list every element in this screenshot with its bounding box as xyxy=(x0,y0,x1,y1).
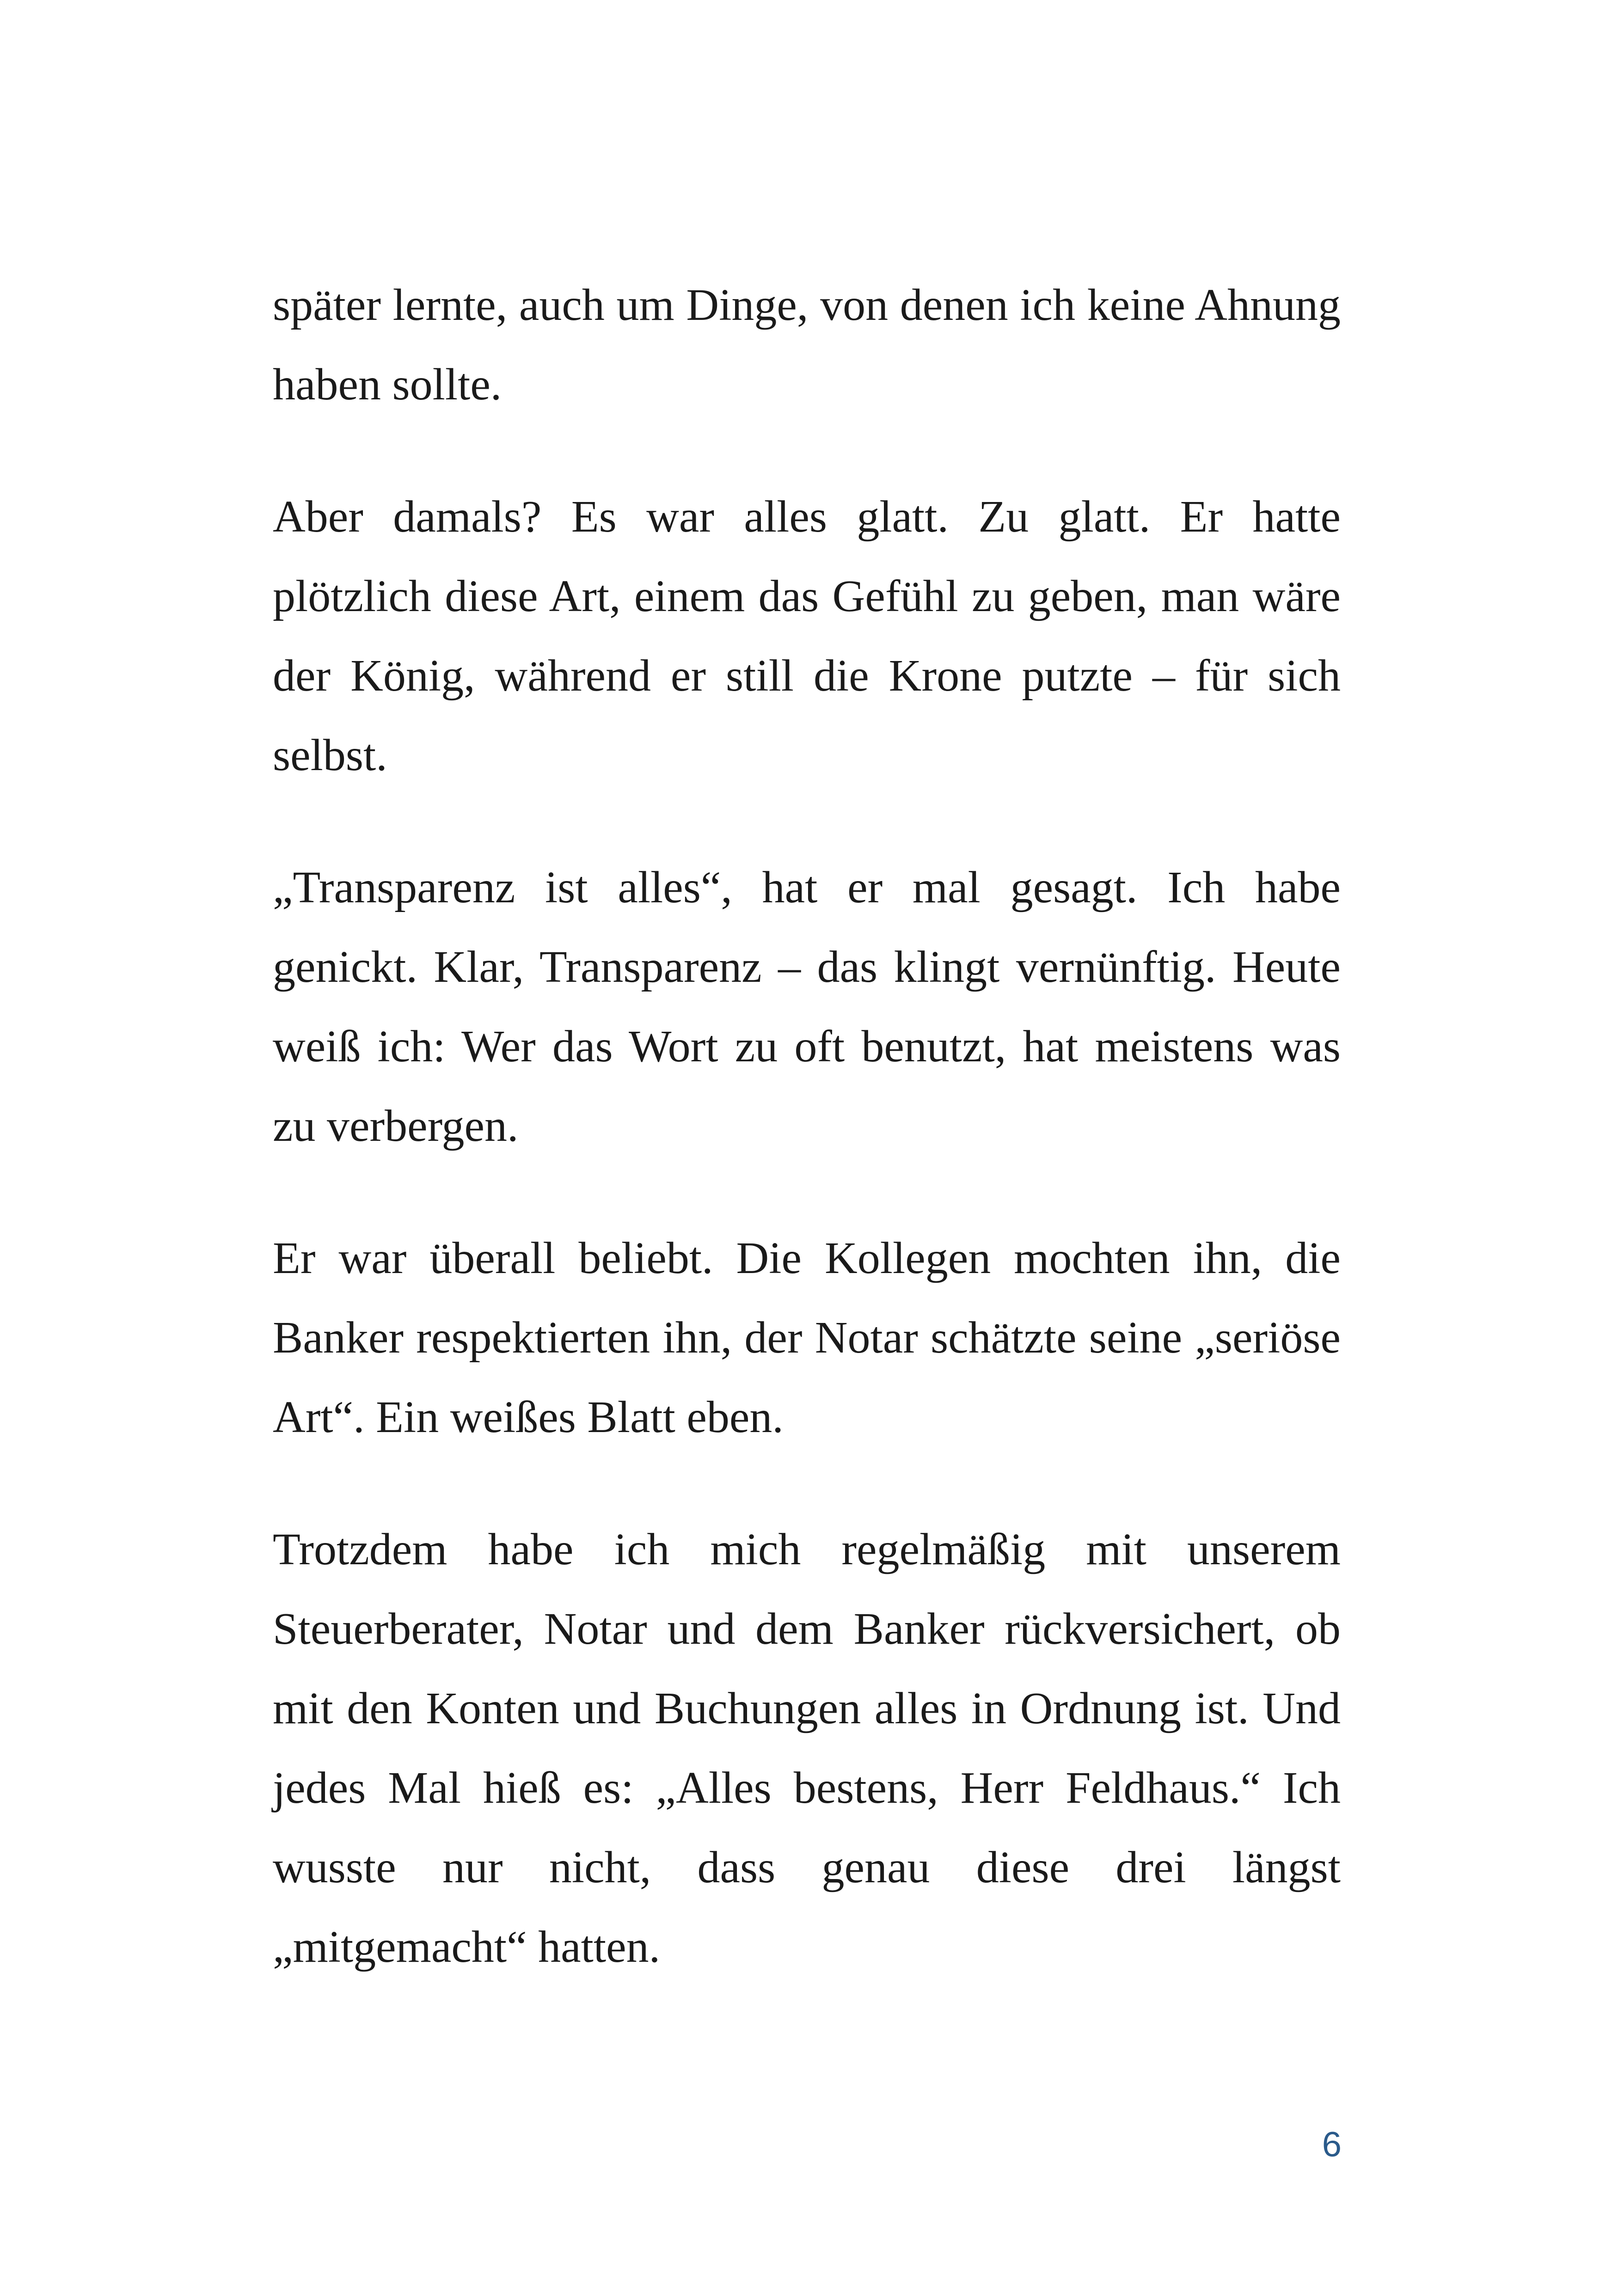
body-text xyxy=(273,265,1341,1987)
paragraph-2: Aber damals? Es war alles glatt. Zu glatt. Er hatte plötzlich diese Art, einem das Gefühl zu geben, man wäre der König, während er still die Krone putzte – für sich selbst. xyxy=(273,492,1341,780)
paragraph-1: später lernte, auch um Dinge, von denen ich keine Ahnung haben sollte. xyxy=(273,280,1341,410)
paragraph-4: Er war überall beliebt. Die Kollegen mochten ihn, die Banker respektierten ihn, der Notar schätzte seine „seriöse Art“. Ein weißes Blatt eben. xyxy=(273,1233,1341,1442)
paragraph-3: „Transparenz ist alles“, hat er mal gesagt. Ich habe genickt. Klar, Transparenz – das klingt vernünftig. Heute weiß ich: Wer das Wort zu oft benutzt, hat meistens was zu verbergen. xyxy=(273,863,1341,1151)
page-number: 6 xyxy=(1322,2125,1342,2164)
paragraph-5: Trotzdem habe ich mich regelmäßig mit unserem Steuerberater, Notar und dem Banker rückversichert, ob mit den Konten und Buchungen alles in Ordnung ist. Und jedes Mal hieß es: „Alles bestens, Herr Feldhaus.“ Ich wusste nur nicht, dass genau diese drei längst „mitgemacht“ hatten. xyxy=(273,1525,1341,1972)
